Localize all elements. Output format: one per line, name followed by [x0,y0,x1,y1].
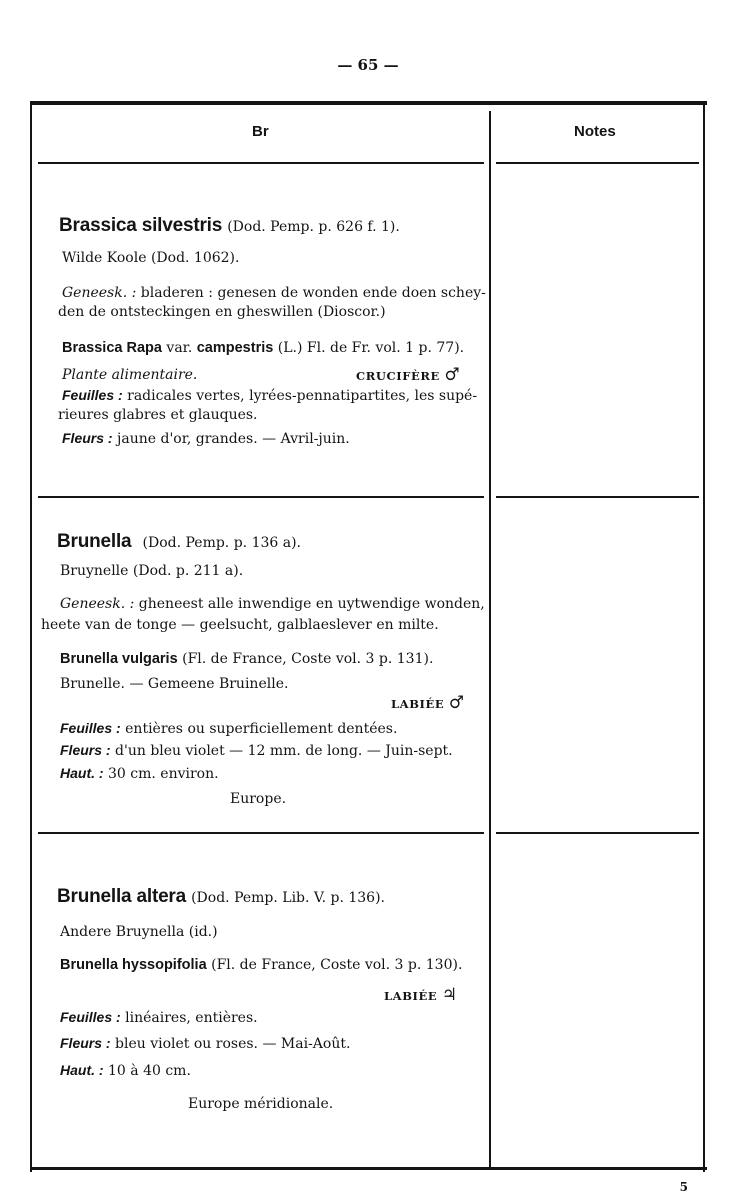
geneesk-text: gheneest alle inwendige en uytwendige wonden, [138,596,485,612]
entry-geneesk-continuation: den de ontsteckingen en gheswillen (Dioscor.) [58,304,386,320]
entry-title [59,217,400,236]
table-left-border [30,101,32,1172]
entry-title-name: Brunella altera [57,886,186,907]
column-header-main: Br [252,123,269,140]
column-header-notes: Notes [574,123,616,140]
modern-reference: (Fl. de France, Coste vol. 3 p. 130). [211,957,463,973]
entry-fleurs-line [62,429,350,448]
notes-column-divider [489,111,491,1167]
entry-title-name: Brassica silvestris [59,215,223,236]
entry-haut-line [60,1061,191,1080]
entry-geneesk-line [62,284,486,302]
entry-title-reference: (Dod. Pemp. Lib. V. p. 136). [191,890,385,906]
entry-family [356,366,460,385]
modern-var: var. [166,340,193,356]
entry-geneesk-continuation: heete van de tonge — geelsucht, galblaeslever en milte. [41,617,439,633]
footer-signature-mark: 5 [679,1180,688,1194]
modern-reference: (L.) Fl. de Fr. vol. 1 p. 77). [277,340,465,356]
table-bottom-rule [30,1167,707,1170]
table-right-border [703,101,705,1172]
entry-title-reference: (Dod. Pemp. p. 626 f. 1). [227,219,400,235]
entry-family [391,694,464,713]
table-top-rule [30,101,707,105]
row-separator-1-notes [496,496,699,498]
feuilles-label: Feuilles : [62,387,123,403]
geneesk-label: Geneesk. : [60,596,135,612]
entry-haut-line [60,764,219,783]
entry-vernacular: Bruynelle (Dod. p. 211 a). [60,563,244,579]
entry-feuilles-continuation: rieures glabres et glauques. [58,407,258,423]
modern-name: Brunella hyssopifolia [60,957,207,973]
entry-feuilles-line [62,386,477,405]
fleurs-label: Fleurs : [60,1035,111,1051]
entry-title-reference: (Dod. Pemp. p. 136 a). [142,535,301,551]
row-separator-2-notes [496,832,699,834]
row-separator-2-main [38,832,484,834]
modern-name: Brassica Rapa [62,340,162,356]
entry-modern-name [60,956,462,974]
entry-family [384,986,457,1005]
entry-fleurs-line [60,1034,350,1053]
family-symbol-icon: ♂ [444,365,460,385]
fleurs-label: Fleurs : [62,430,113,446]
entry-vernacular: Wilde Koole (Dod. 1062). [62,250,240,266]
family-name: LABIÉE [391,697,445,711]
haut-text: 30 cm. environ. [108,766,219,782]
modern-reference: (Fl. de France, Coste vol. 3 p. 131). [182,651,434,667]
entry-modern-name [62,339,464,357]
entry-geneesk-line [60,595,485,613]
feuilles-text: linéaires, entières. [125,1010,258,1026]
page-number: — 65 — [337,56,399,74]
entry-vernacular: Andere Bruynella (id.) [60,924,218,940]
family-symbol-icon: ♃ [441,985,457,1005]
entry-usage: Plante alimentaire. [62,367,198,383]
family-symbol-icon: ♂ [448,693,464,713]
feuilles-label: Feuilles : [60,720,121,736]
header-separator-main [38,162,484,164]
entry-modern-name [60,650,433,668]
row-separator-1-main [38,496,484,498]
family-name: LABIÉE [384,989,438,1003]
header-separator-notes [496,162,699,164]
family-name: CRUCIFÈRE [356,369,440,383]
fleurs-label: Fleurs : [60,742,111,758]
entry-feuilles-line [60,1008,258,1027]
fleurs-text: d'un bleu violet — 12 mm. de long. — Juin-sept. [115,743,453,759]
entry-title [57,888,385,907]
entry-title-name: Brunella [57,531,132,552]
entry-fleurs-line [60,741,453,760]
entry-region: Europe méridionale. [188,1096,334,1112]
entry-modern-vernacular: Brunelle. — Gemeene Bruinelle. [60,676,289,692]
entry-region: Europe. [230,791,287,807]
entry-feuilles-line [60,719,397,738]
feuilles-text: radicales vertes, lyrées-pennatipartites, les supé- [127,388,478,404]
entry-title [57,533,301,552]
feuilles-text: entières ou superficiellement dentées. [125,721,398,737]
geneesk-text: bladeren : genesen de wonden ende doen schey- [140,285,486,301]
fleurs-text: bleu violet ou roses. — Mai-Août. [115,1036,351,1052]
feuilles-label: Feuilles : [60,1009,121,1025]
modern-var-name: campestris [196,340,274,356]
haut-label: Haut. : [60,1062,104,1078]
haut-text: 10 à 40 cm. [108,1063,191,1079]
fleurs-text: jaune d'or, grandes. — Avril-juin. [117,431,350,447]
haut-label: Haut. : [60,765,104,781]
modern-name: Brunella vulgaris [60,651,178,667]
geneesk-label: Geneesk. : [62,285,137,301]
